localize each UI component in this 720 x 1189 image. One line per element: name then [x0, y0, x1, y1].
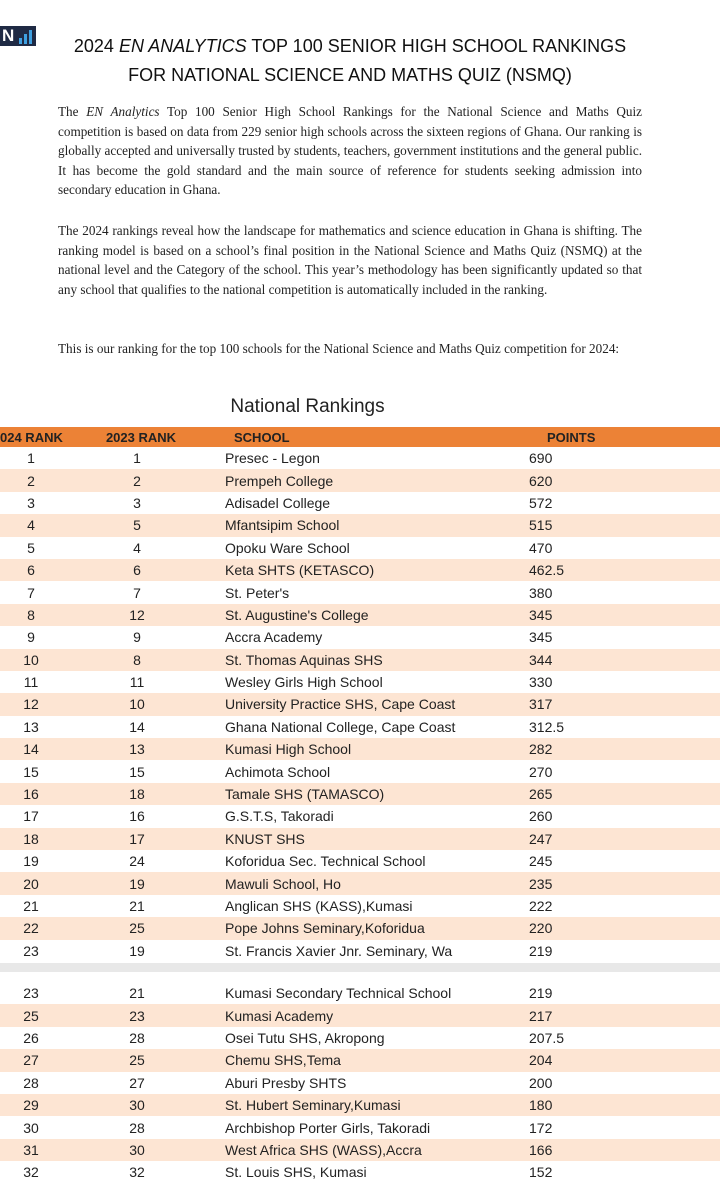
cell-rank-2024: 6	[27, 562, 35, 579]
title-brand: EN ANALYTICS	[118, 36, 247, 56]
title-line-1: 2024 EN ANALYTICS TOP 100 SENIOR HIGH SCHOOL RANKINGS	[73, 36, 627, 56]
cell-rank-2024: 23	[23, 985, 39, 1002]
cell-points: 220	[529, 920, 553, 937]
intro-paragraph-2: The 2024 rankings reveal how the landscape for mathematics and science education in Ghana is shifting. The ranking model is based on a school’s final position in the National Science and Maths Quiz (NSMQ) at the national level and the Category of the school. This year’s methodology has been significantly updated so that any school that qualifies to the national competition is automatically included in the ranking.	[58, 223, 642, 297]
cell-school: University Practice SHS, Cape Coast	[225, 696, 456, 713]
cell-points: 380	[529, 584, 553, 601]
table-row	[0, 1161, 720, 1183]
cell-rank-2023: 21	[129, 985, 145, 1002]
logo-mark	[0, 26, 36, 46]
table-row	[0, 872, 720, 894]
cell-rank-2024: 23	[23, 942, 39, 959]
cell-points: 572	[529, 494, 553, 511]
cell-rank-2024: 18	[23, 830, 39, 847]
cell-rank-2023: 17	[129, 830, 145, 847]
cell-rank-2023: 9	[133, 629, 141, 646]
cell-rank-2024: 15	[23, 763, 39, 780]
cell-rank-2024: 3	[27, 494, 35, 511]
cell-school: Pope Johns Seminary,Koforidua	[225, 920, 425, 937]
cell-rank-2023: 25	[129, 920, 145, 937]
cell-rank-2024: 27	[23, 1052, 39, 1069]
cell-points: 345	[529, 606, 553, 623]
cell-rank-2024: 13	[23, 718, 39, 735]
cell-rank-2023: 27	[129, 1074, 145, 1091]
cell-rank-2023: 5	[133, 517, 141, 534]
table-row	[0, 982, 720, 1004]
table-header-row	[0, 427, 720, 447]
cell-rank-2023: 13	[129, 741, 145, 758]
cell-rank-2023: 3	[133, 494, 141, 511]
brand-name: EN Analytics	[86, 104, 160, 119]
cell-points: 260	[529, 808, 553, 825]
rankings-table	[0, 427, 720, 1184]
table-row	[0, 738, 720, 760]
table-row	[0, 1116, 720, 1138]
cell-rank-2024: 14	[23, 741, 39, 758]
table-row	[0, 581, 720, 603]
cell-rank-2024: 7	[27, 584, 35, 601]
cell-points: 245	[529, 853, 553, 870]
cell-rank-2023: 7	[133, 584, 141, 601]
table-row	[0, 895, 720, 917]
cell-school: Anglican SHS (KASS),Kumasi	[225, 898, 413, 914]
table-row	[0, 828, 720, 850]
cell-rank-2023: 30	[129, 1141, 145, 1158]
cell-rank-2023: 24	[129, 853, 145, 870]
table-row	[0, 805, 720, 827]
table-row	[0, 537, 720, 559]
header-rank-2024: 024 RANK	[0, 429, 63, 445]
cell-points: 470	[529, 539, 553, 556]
cell-school: Osei Tutu SHS, Akropong	[225, 1029, 385, 1046]
table-row	[0, 626, 720, 648]
table-row	[0, 559, 720, 581]
cell-points: 462.5	[529, 562, 565, 579]
cell-points: 265	[529, 786, 553, 803]
cell-school: Kumasi Academy	[225, 1007, 334, 1024]
cell-school: St. Peter's	[225, 584, 290, 601]
cell-points: 200	[529, 1074, 553, 1091]
cell-school: Koforidua Sec. Technical School	[225, 853, 426, 870]
cell-school: Opoku Ware School	[225, 539, 350, 556]
cell-school: Keta SHTS (KETASCO)	[225, 562, 375, 579]
header-rank-2023: 2023 RANK	[105, 429, 177, 445]
table-row	[0, 940, 720, 962]
table-row	[0, 514, 720, 536]
table-row	[0, 760, 720, 782]
cell-rank-2024: 21	[23, 898, 39, 914]
cell-rank-2023: 21	[129, 898, 145, 914]
cell-school: Ghana National College, Cape Coast	[225, 718, 456, 735]
cell-points: 344	[529, 651, 553, 668]
cell-rank-2024: 32	[23, 1164, 39, 1181]
cell-school: Adisadel College	[225, 494, 331, 511]
cell-points: 180	[529, 1097, 553, 1114]
cell-rank-2024: 12	[23, 696, 39, 713]
cell-rank-2024: 2	[27, 472, 35, 489]
cell-rank-2024: 30	[23, 1119, 39, 1136]
cell-rank-2024: 10	[23, 651, 39, 668]
cell-points: 204	[529, 1052, 553, 1069]
cell-rank-2023: 19	[129, 942, 145, 959]
cell-rank-2023: 28	[129, 1029, 145, 1046]
cell-school: KNUST SHS	[225, 830, 305, 847]
page-title	[40, 32, 660, 90]
table-row	[0, 1004, 720, 1026]
table-row	[0, 1139, 720, 1161]
cell-rank-2024: 5	[27, 539, 35, 556]
cell-rank-2023: 1	[133, 450, 141, 467]
intro-paragraph-3: This is our ranking for the top 100 schools for the National Science and Maths Quiz competition for 2024:	[58, 341, 620, 356]
cell-points: 282	[529, 741, 553, 758]
cell-rank-2023: 18	[129, 786, 145, 803]
cell-points: 690	[529, 450, 553, 467]
cell-points: 235	[529, 875, 553, 892]
cell-rank-2023: 28	[129, 1119, 145, 1136]
cell-points: 172	[529, 1119, 553, 1136]
cell-rank-2023: 8	[133, 651, 141, 668]
logo-letter: N	[2, 26, 15, 45]
cell-school: St. Hubert Seminary,Kumasi	[225, 1097, 401, 1114]
cell-school: G.S.T.S, Takoradi	[225, 808, 334, 825]
table-row	[0, 693, 720, 715]
cell-school: St. Augustine's College	[225, 606, 369, 623]
cell-school: Accra Academy	[225, 629, 323, 646]
cell-rank-2023: 14	[129, 718, 145, 735]
table-row	[0, 716, 720, 738]
cell-rank-2024: 31	[23, 1141, 39, 1158]
cell-rank-2024: 22	[23, 920, 39, 937]
cell-rank-2023: 12	[129, 606, 145, 623]
table-body-1	[0, 447, 720, 962]
cell-points: 247	[529, 830, 553, 847]
cell-points: 217	[529, 1007, 553, 1024]
header-school: SCHOOL	[234, 429, 290, 445]
bar-chart-icon	[19, 28, 32, 46]
cell-school: Archbishop Porter Girls, Takoradi	[225, 1119, 431, 1136]
cell-school: Prempeh College	[225, 472, 334, 489]
table-body-2	[0, 982, 720, 1184]
cell-points: 219	[529, 942, 553, 959]
page-break	[0, 962, 720, 982]
cell-points: 152	[529, 1164, 553, 1181]
cell-points: 515	[529, 517, 553, 534]
table-row	[0, 1049, 720, 1071]
title-line-2: FOR NATIONAL SCIENCE AND MATHS QUIZ (NSMQ)	[128, 65, 572, 85]
cell-points: 222	[529, 898, 553, 914]
cell-rank-2024: 8	[27, 606, 35, 623]
table-row	[0, 649, 720, 671]
cell-rank-2024: 26	[23, 1029, 39, 1046]
cell-points: 345	[529, 629, 553, 646]
cell-rank-2023: 23	[129, 1007, 145, 1024]
cell-school: Wesley Girls High School	[225, 674, 383, 691]
cell-points: 620	[529, 472, 553, 489]
cell-rank-2024: 9	[27, 629, 35, 646]
cell-rank-2023: 2	[133, 472, 141, 489]
cell-rank-2024: 16	[23, 786, 39, 803]
cell-rank-2024: 11	[23, 674, 39, 691]
cell-rank-2024: 4	[27, 517, 35, 534]
cell-school: Tamale SHS (TAMASCO)	[225, 786, 385, 803]
cell-points: 312.5	[529, 718, 565, 735]
cell-rank-2024: 29	[23, 1097, 39, 1114]
cell-rank-2023: 25	[129, 1052, 145, 1069]
table-row	[0, 1094, 720, 1116]
cell-school: St. Thomas Aquinas SHS	[225, 651, 383, 668]
cell-school: Presec - Legon	[225, 450, 320, 467]
table-row	[0, 917, 720, 939]
table-row	[0, 850, 720, 872]
cell-school: West Africa SHS (WASS),Accra	[225, 1141, 422, 1158]
table-row	[0, 492, 720, 514]
cell-school: Achimota School	[225, 763, 331, 780]
cell-rank-2024: 28	[23, 1074, 39, 1091]
intro-paragraph-1: The EN Analytics Top 100 Senior High School Rankings for the National Science and Maths Quiz competition is based on data from 229 senior high schools across the sixteen regions of Ghana. Our ranking is globally accepted and universally trusted by students, teachers, government institutions and the general public. It has become the gold standard and the main source of reference for students seeking admission into secondary education in Ghana.	[58, 104, 643, 198]
table-row	[0, 604, 720, 626]
cell-points: 330	[529, 674, 553, 691]
cell-rank-2023: 4	[133, 539, 141, 556]
cell-rank-2024: 19	[23, 853, 39, 870]
cell-points: 219	[529, 985, 553, 1002]
cell-school: Chemu SHS,Tema	[225, 1052, 341, 1069]
table-row	[0, 469, 720, 491]
cell-rank-2023: 19	[129, 875, 145, 892]
table-row	[0, 783, 720, 805]
cell-rank-2023: 10	[129, 696, 145, 713]
cell-school: St. Francis Xavier Jnr. Seminary, Wa	[225, 942, 453, 959]
cell-rank-2024: 17	[23, 808, 39, 825]
cell-rank-2024: 20	[23, 875, 39, 892]
cell-rank-2023: 6	[133, 562, 141, 579]
cell-school: Kumasi Secondary Technical School	[225, 985, 452, 1002]
cell-rank-2023: 16	[129, 808, 145, 825]
cell-rank-2023: 32	[129, 1164, 145, 1181]
cell-rank-2023: 11	[129, 674, 145, 691]
cell-school: St. Louis SHS, Kumasi	[225, 1164, 367, 1181]
cell-points: 207.5	[529, 1029, 565, 1046]
cell-points: 270	[529, 763, 553, 780]
cell-school: Mfantsipim School	[225, 517, 340, 534]
cell-rank-2023: 15	[129, 763, 145, 780]
cell-school: Aburi Presby SHTS	[225, 1074, 347, 1091]
cell-rank-2024: 25	[23, 1007, 39, 1024]
cell-school: Kumasi High School	[225, 741, 352, 758]
cell-rank-2024: 1	[27, 450, 35, 467]
table-title: National Rankings	[230, 396, 385, 417]
cell-points: 166	[529, 1141, 553, 1158]
table-row	[0, 1027, 720, 1049]
cell-school: Mawuli School, Ho	[225, 875, 341, 892]
header-points: POINTS	[547, 429, 596, 445]
table-row	[0, 447, 720, 469]
cell-points: 317	[529, 696, 553, 713]
cell-rank-2023: 30	[129, 1097, 145, 1114]
brand-logo	[0, 26, 36, 46]
table-row	[0, 1072, 720, 1094]
table-row	[0, 671, 720, 693]
